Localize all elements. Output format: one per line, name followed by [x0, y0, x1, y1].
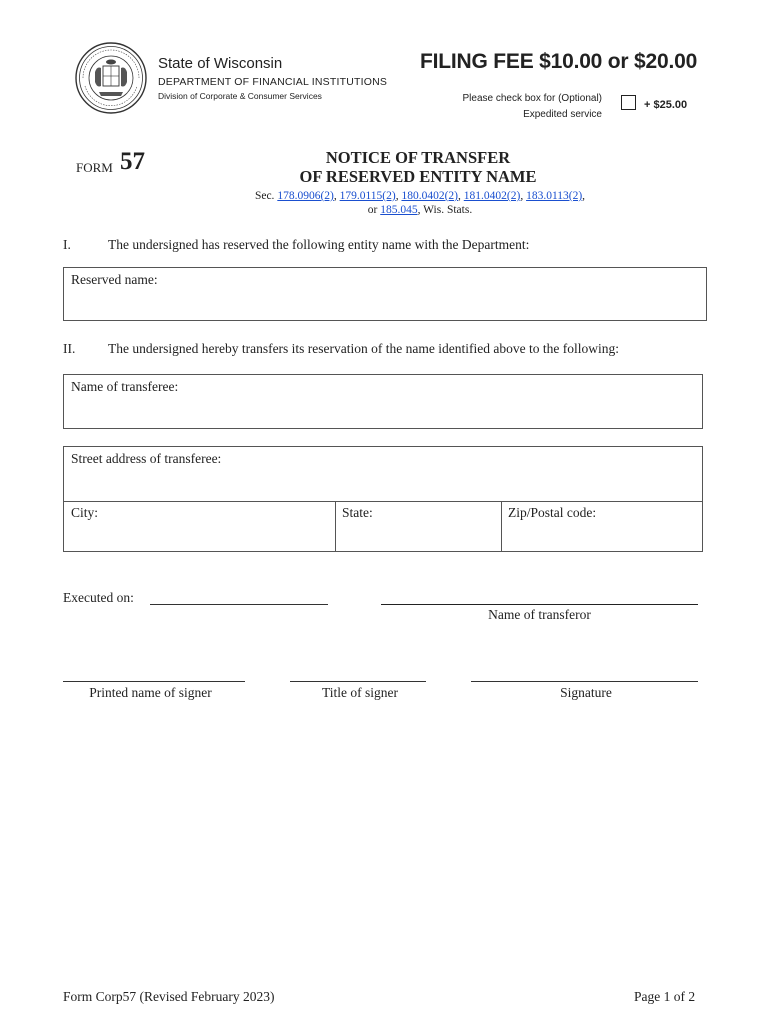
filing-fee-heading: FILING FEE $10.00 or $20.00 — [420, 50, 698, 73]
statute-link[interactable]: 178.0906(2) — [277, 190, 334, 202]
street-address-label: Street address of transferee: — [71, 451, 222, 466]
zip-label: Zip/Postal code: — [508, 505, 597, 520]
division-name: Division of Corporate & Consumer Services — [158, 91, 322, 101]
form-revision: Form Corp57 (Revised February 2023) — [63, 989, 275, 1004]
state-name: State of Wisconsin — [158, 55, 283, 72]
transferee-name-field[interactable] — [63, 374, 703, 429]
statutes-or: or — [367, 204, 378, 216]
address-divider — [64, 501, 702, 502]
printed-name-label: Printed name of signer — [89, 685, 212, 700]
city-label: City: — [71, 505, 99, 520]
statute-link[interactable]: 179.0115(2) — [339, 190, 396, 202]
statute-references: Sec. 178.0906(2), 179.0115(2), 180.0402(2), 181.0402(2), 183.0113(2), or 185.045, Wis. Stats. — [254, 190, 586, 216]
address-block — [63, 446, 703, 552]
section-1-number: I. — [63, 237, 71, 252]
expedite-prompt — [462, 91, 602, 123]
statutes-suffix: , Wis. Stats. — [417, 204, 473, 216]
statute-link[interactable]: 183.0113(2) — [526, 190, 583, 202]
expedite-prompt-line1: Please check box for (Optional) — [462, 93, 602, 104]
executed-on-line[interactable] — [150, 604, 328, 605]
transferor-name-label: Name of transferor — [488, 607, 591, 622]
title-line[interactable] — [290, 681, 426, 682]
title-label: Title of signer — [321, 685, 398, 700]
statutes-prefix: Sec. — [254, 190, 275, 202]
reserved-name-label: Reserved name: — [71, 272, 158, 287]
city-divider — [335, 501, 336, 551]
signature-line[interactable] — [471, 681, 698, 682]
page-title — [238, 148, 598, 186]
statute-link[interactable]: 180.0402(2) — [401, 190, 459, 202]
transferee-name-label: Name of transferee: — [71, 379, 179, 394]
signature-label: Signature — [560, 685, 612, 700]
title-line-2: OF RESERVED ENTITY NAME — [299, 167, 537, 186]
expedite-checkbox[interactable] — [621, 95, 636, 110]
state-divider — [501, 501, 502, 551]
statute-link[interactable]: 185.045 — [380, 204, 418, 216]
department-name: DEPARTMENT OF FINANCIAL INSTITUTIONS — [158, 76, 388, 88]
page-number: Page 1 of 2 — [634, 989, 696, 1004]
wisconsin-state-seal-icon — [75, 42, 147, 114]
section-2-number: II. — [63, 341, 76, 356]
expedite-prompt-line2: Expedited service — [523, 109, 602, 120]
form-label: FORM — [76, 160, 113, 175]
printed-name-line[interactable] — [63, 681, 245, 682]
title-line-1: NOTICE OF TRANSFER — [325, 148, 511, 167]
transferor-name-line[interactable] — [381, 604, 698, 605]
section-2-text: The undersigned hereby transfers its reservation of the name identified above to the following: — [108, 341, 619, 356]
section-1-text: The undersigned has reserved the following entity name with the Department: — [108, 237, 530, 252]
form-number: 57 — [120, 148, 145, 175]
reserved-name-field[interactable] — [63, 267, 707, 321]
state-label: State: — [342, 505, 373, 520]
statute-link[interactable]: 181.0402(2) — [463, 190, 521, 202]
executed-on-label: Executed on: — [63, 590, 134, 605]
expedite-fee: + $25.00 — [644, 99, 688, 111]
